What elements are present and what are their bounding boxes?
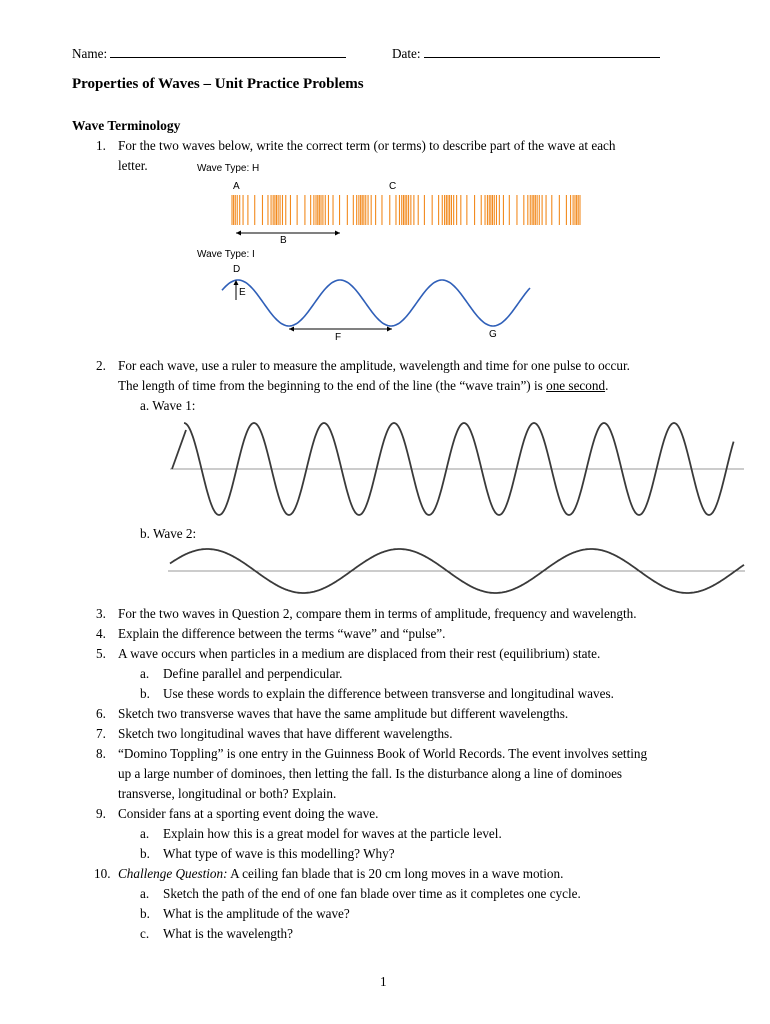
question-number: b.: [140, 686, 150, 701]
question-row: [140, 846, 395, 862]
arrow-head-right: [335, 231, 340, 236]
question-text: Sketch two transverse waves that have the same amplitude but different wavelengths.: [118, 706, 569, 721]
q2-text-line2: [118, 378, 608, 394]
question-number: 5.: [96, 646, 106, 661]
question-number: 9.: [96, 806, 106, 821]
wave-h-label-c: C: [389, 181, 397, 192]
question-row: [140, 886, 581, 902]
q1-text-line2: letter.: [118, 158, 148, 173]
question-row: [140, 906, 350, 922]
challenge-label: Challenge Question:: [118, 866, 228, 881]
page-number: 1: [380, 974, 387, 989]
question-text: Use these words to explain the difference between transverse and longitudinal waves.: [163, 686, 614, 701]
question-number: 6.: [96, 706, 106, 721]
question-text: For the two waves in Question 2, compare them in terms of amplitude, frequency and wavelength.: [118, 606, 637, 621]
q2-underlined-text: one second: [546, 378, 606, 393]
wave-i-label-d: D: [233, 264, 241, 275]
question-row: [94, 866, 563, 882]
question-text: What is the amplitude of the wave?: [163, 906, 350, 921]
question-row: [96, 726, 453, 742]
question-text: Define parallel and perpendicular.: [163, 666, 343, 681]
wave-i-label-e: E: [239, 287, 246, 298]
q2-number: 2.: [96, 358, 106, 373]
question-text: What is the wavelength?: [163, 926, 293, 941]
question-number: 4.: [96, 626, 106, 641]
arrow-head-left: [236, 231, 241, 236]
question-row: [96, 646, 600, 662]
q2-text-line1: For each wave, use a ruler to measure the amplitude, wavelength and time for one pulse to occur.: [118, 358, 630, 373]
question-row: [96, 606, 637, 622]
question-text: Explain how this is a great model for waves at the particle level.: [163, 826, 502, 841]
question-number: 8.: [96, 746, 106, 761]
question-row: [96, 626, 445, 642]
wave-i-title: Wave Type: I: [197, 249, 255, 260]
wave1-start-segment: [172, 430, 186, 469]
q2-text-line2-pre: The length of time from the beginning to the end of the line (the “wave train”) is: [118, 378, 547, 393]
question-row: [96, 706, 568, 722]
question-number: a.: [140, 886, 150, 901]
question-row: [96, 806, 378, 822]
wave1-label: a. Wave 1:: [140, 398, 196, 413]
question-text: up a large number of dominoes, then letting the fall. Is the disturbance along a line of dominoes: [118, 766, 623, 781]
question-text: Consider fans at a sporting event doing the wave.: [118, 806, 379, 821]
q1-number: 1.: [96, 138, 106, 153]
question-number: c.: [140, 926, 150, 941]
q1-text-line1: For the two waves below, write the correct term (or terms) to describe part of the wave at each: [118, 138, 616, 153]
question-number: a.: [140, 826, 150, 841]
question-row: [140, 666, 342, 682]
wave2-label: b. Wave 2:: [140, 526, 197, 541]
wave-h-label-a: A: [233, 181, 240, 192]
arrow-f-right: [387, 327, 392, 332]
question-number: b.: [140, 906, 150, 921]
page-title: Properties of Waves – Unit Practice Problems: [72, 76, 364, 92]
transverse-wave-curve: [222, 280, 530, 326]
question-row: [118, 766, 622, 782]
question-text: A wave occurs when particles in a medium are displaced from their rest (equilibrium) state.: [118, 646, 601, 661]
question-number: b.: [140, 846, 150, 861]
name-label: Name:: [72, 46, 108, 61]
question-number: 3.: [96, 606, 106, 621]
question-row: [96, 746, 647, 762]
question-number: 10.: [94, 866, 111, 881]
question-text: What type of wave is this modelling? Why?: [163, 846, 395, 861]
question-text: Sketch the path of the end of one fan blade over time as it completes one cycle.: [163, 886, 581, 901]
wave-i-label-g: G: [489, 329, 497, 340]
question-row: [118, 786, 336, 802]
question-row: [140, 686, 614, 702]
wave-h-title: Wave Type: H: [197, 163, 260, 174]
wave-h-label-b: B: [280, 235, 287, 246]
wave-i-label-f: F: [335, 332, 342, 343]
question-text: “Domino Toppling” is one entry in the Guinness Book of World Records. The event involves setting: [118, 746, 648, 761]
question-text: Sketch two longitudinal waves that have different wavelengths.: [118, 726, 453, 741]
question-row: [140, 826, 502, 842]
question-row: [140, 926, 293, 942]
date-label: Date:: [392, 46, 421, 61]
section-heading: Wave Terminology: [72, 118, 181, 133]
question-text: Explain the difference between the terms “wave” and “pulse”.: [118, 626, 446, 641]
question-number: a.: [140, 666, 150, 681]
question-number: 7.: [96, 726, 106, 741]
question-text: transverse, longitudinal or both? Explain.: [118, 786, 337, 801]
question-text: A ceiling fan blade that is 20 cm long moves in a wave motion.: [227, 866, 564, 881]
q2-text-line2-post: .: [605, 378, 609, 393]
arrow-f-left: [289, 327, 294, 332]
